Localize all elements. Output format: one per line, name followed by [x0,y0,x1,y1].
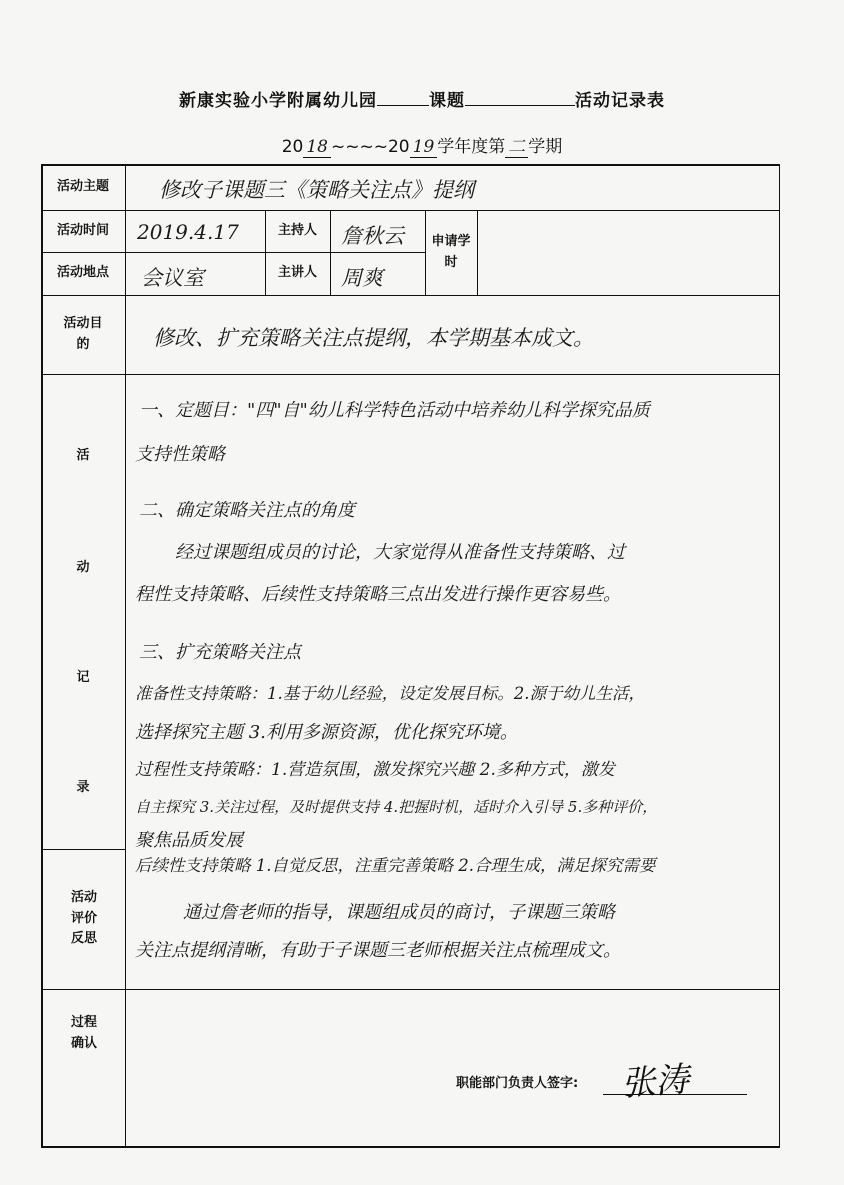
label-speaker: 主讲人 [277,265,317,281]
term-start-prefix: 20 [281,137,304,157]
record-line-1: 一、定题目："四"自"幼儿科学特色活动中培养幼儿科学探究品质 [139,400,650,421]
col-line-apply-value [477,210,478,295]
title-mid: 课题 [429,91,465,111]
term-end-year: 19 [410,137,438,158]
value-time: 2019.4.17 [137,220,239,244]
label-record-1: 活 [76,447,90,463]
record-line-9: 过程性支持策略：1.营造氛围，激发探究兴趣 2.多种方式，激发 [135,760,615,780]
value-purpose: 修改、扩充策略关注点提纲，本学期基本成文。 [153,326,594,350]
record-line-3: 二、确定策略关注点的角度 [139,500,355,521]
signature-label: 职能部门负责人签字: [456,1076,579,1091]
record-line-10: 自主探究 3.关注过程，及时提供支持 4.把握时机，适时介入引导 5.多种评价， [135,798,658,816]
record-line-7: 准备性支持策略：1.基于幼儿经验，设定发展目标。2.源于幼儿生活， [135,684,645,703]
label-place: 活动地点 [56,265,109,281]
record-line-12: 后续性支持策略 1.自觉反思，注重完善策略 2.合理生成，满足探究需要 [135,856,656,875]
title-suffix: 活动记录表 [575,91,665,111]
evaluation-line-2: 关注点提纲清晰，有助于子课题三老师根据关注点梳理成文。 [135,940,621,961]
signature-mark: 张涛 [619,1059,691,1105]
label-record-2: 动 [76,559,90,575]
term-year-label: 学年度第 [437,137,506,157]
record-line-11: 聚焦品质发展 [135,830,243,851]
evaluation-line-1: 通过詹老师的指导，课题组成员的商讨，子课题三策略 [183,902,615,923]
label-time: 活动时间 [56,222,109,238]
table-border-top [41,164,780,166]
term-line [0,132,844,157]
record-line-5: 程性支持策略、后续性支持策略三点出发进行操作更容易些。 [135,584,621,605]
title-school: 新康实验小学附属幼儿园 [179,91,377,111]
table-border-left [41,164,43,1147]
record-line-8: 选择探究主题 3.利用多源资源，优化探究环境。 [135,722,518,743]
row-line-6 [41,989,780,990]
label-record-4: 录 [76,779,90,795]
term-end-prefix: 20 [387,137,410,157]
title-blank-1 [377,105,429,106]
term-separator: ~~~~ [331,137,388,157]
table-border-bottom [41,1146,780,1148]
value-speaker: 周爽 [341,266,383,290]
label-evaluation: 活动评价反思 [71,889,98,947]
value-topic: 修改子课题三《策略关注点》提纲 [159,178,474,202]
label-purpose: 活动目的 [63,315,103,352]
label-column-divider [125,164,126,1147]
label-apply-hours: 申请学时 [431,233,471,270]
label-host: 主持人 [277,222,317,238]
value-host: 詹秋云 [341,224,404,248]
record-line-6: 三、扩充策略关注点 [139,642,301,663]
label-record-3: 记 [76,669,90,685]
term-start-year: 18 [303,137,331,158]
col-line-host-value [330,210,331,295]
title-blank-2 [465,105,575,106]
value-place: 会议室 [141,266,204,290]
record-table [41,164,780,1147]
form-title [0,86,844,111]
row-line-1 [41,210,780,211]
table-border-right [779,164,781,1147]
col-line-apply [425,210,426,295]
record-line-4: 经过课题组成员的讨论，大家觉得从准备性支持策略、过 [175,542,625,563]
term-label: 学期 [528,137,563,157]
label-confirm: 过程确认 [70,1015,97,1051]
row-line-3 [41,295,780,296]
record-line-2: 支持性策略 [135,444,225,465]
row-line-4 [41,374,780,375]
term-number: 二 [505,137,528,158]
label-topic: 活动主题 [56,178,109,194]
